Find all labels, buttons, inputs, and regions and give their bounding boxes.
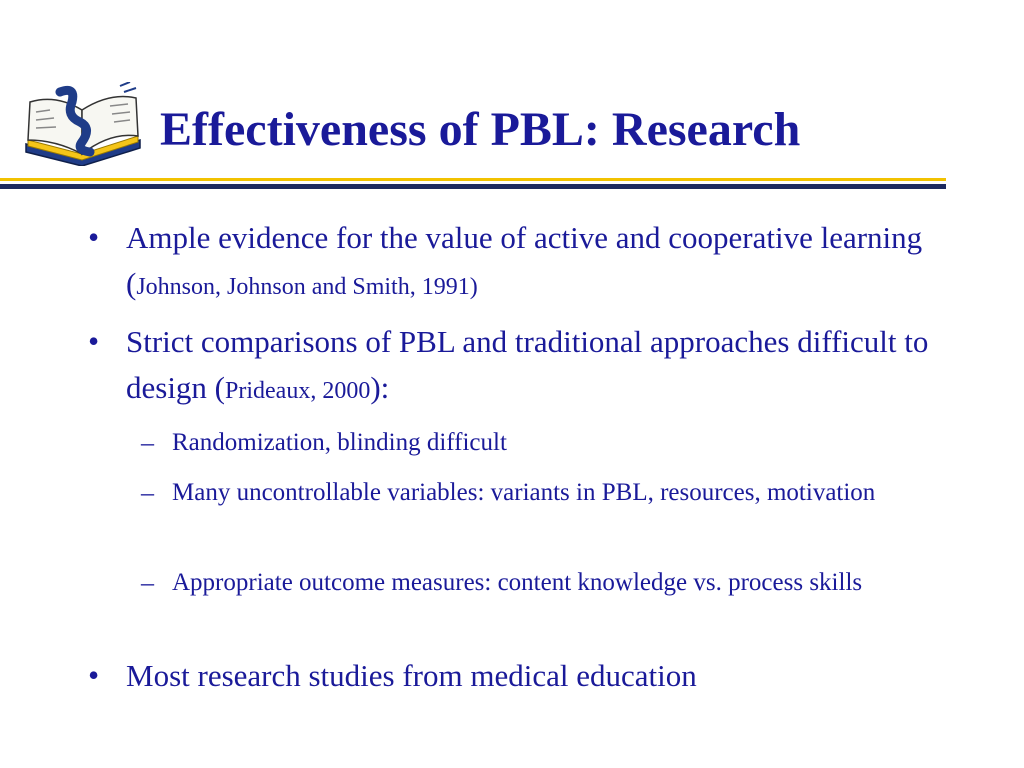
sub-bullet-text: Randomization, blinding difficult: [172, 429, 507, 456]
sub-bullet-text: Appropriate outcome measures: content knowledge vs. process skills: [172, 569, 863, 596]
slide-title: Effectiveness of PBL: Research: [160, 103, 801, 156]
bullet-tail: ):: [370, 370, 390, 405]
sub-bullet-marker: –: [141, 478, 154, 507]
bullet-main-text: Ample evidence for the value of active and cooperative learning (: [126, 220, 923, 301]
bullet-main-text: Most research studies from medical education: [126, 658, 697, 693]
open-book-icon: [20, 82, 146, 166]
bullet-text: [126, 319, 1006, 414]
sub-bullet-marker: –: [141, 568, 154, 597]
bullet-citation: Prideaux, 2000: [225, 378, 371, 404]
sub-bullet-marker: –: [141, 428, 154, 457]
bullet-marker: •: [88, 657, 100, 693]
bullet-main-text: Strict comparisons of PBL and traditional approaches difficult to design (: [126, 324, 929, 405]
bullet-marker: •: [88, 219, 100, 255]
title-divider-navy: [0, 184, 946, 189]
bullet-text: [126, 215, 1006, 310]
title-divider-yellow: [0, 178, 946, 181]
bullet-marker: •: [88, 323, 100, 359]
sub-bullet-text: Many uncontrollable variables: variants in PBL, resources, motivation: [172, 479, 876, 506]
bullet-citation: Johnson, Johnson and Smith, 1991): [136, 274, 478, 300]
bullet-text: [126, 653, 1006, 699]
